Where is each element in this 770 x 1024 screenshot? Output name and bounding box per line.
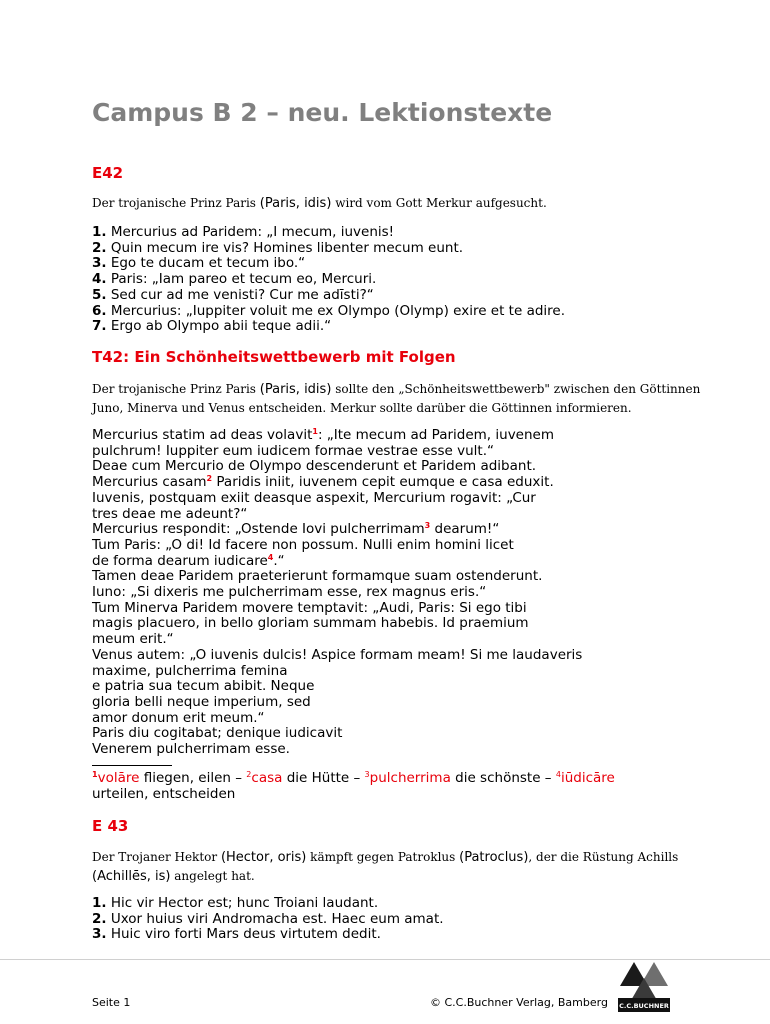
text-line: Paris diu cogitabat; denique iudicavit: [92, 725, 343, 742]
sentence-line: 4. Paris: „Iam pareo et tecum eo, Mercuri.: [92, 271, 377, 288]
text-line: Venus autem: „O iuvenis dulcis! Aspice formam meam! Si me laudaveris: [92, 646, 583, 663]
sentence-line: 1. Hic vir Hector est; hunc Troiani laudant.: [92, 895, 379, 911]
section-heading-t42: T42: Ein Schönheitswettbewerb mit Folgen: [92, 348, 456, 366]
sentence-line: 3. Ego te ducam et tecum ibo.“: [92, 255, 306, 272]
text-line: Deae cum Mercurio de Olympo descenderunt et Paridem adibant.: [92, 458, 537, 475]
page-title: Campus B 2 – neu. Lektionstexte: [92, 98, 553, 127]
sentence-line: 3. Huic viro forti Mars deus virtutem dedit.: [92, 926, 381, 943]
logo-text: C.C.BUCHNER: [619, 1002, 669, 1010]
footnote-divider: [92, 765, 172, 766]
sentence-line: 7. Ergo ab Olympo abii teque adii.“: [92, 318, 332, 335]
sentence-line: 1. Mercurius ad Paridem: „I mecum, iuvenis!: [92, 224, 395, 240]
publisher-logo-icon: [618, 960, 670, 1012]
text-line: Tamen deae Paridem praeterierunt formamque suam ostenderunt.: [92, 568, 543, 585]
text-line: Iuvenis, postquam exiit deasque aspexit, Mercurium rogavit: „Cur: [92, 489, 536, 506]
text-line: Iuno: „Si dixeris me pulcherrimam esse, rex magnus eris.“: [92, 584, 487, 601]
text-line: pulchrum! Iuppiter eum iudicem formae vestrae esse vult.“: [92, 442, 495, 459]
text-line: de forma dearum iudicare$^4$.“: [92, 552, 285, 569]
sentence-line: 2. Uxor huius viri Andromacha est. Haec eum amat.: [92, 910, 444, 927]
e43-sentences: [92, 896, 444, 943]
text-line: e patria sua tecum abibit. Neque: [92, 678, 315, 695]
section-heading-e42: E42: [92, 164, 124, 182]
footnotes: $^1$volāre fliegen, eilen – $^2$casa die Hütte – $^3$pulcherrima die schönste – $^4$iūdicāre urteilen, entscheiden: [92, 770, 615, 802]
text-line: Venerem pulcherrimam esse.: [92, 741, 290, 758]
text-line: Mercurius casam$^2$ Paridis iniit, iuvenem cepit eumque e casa eduxit.: [92, 474, 554, 491]
text-line: tres deae me adeunt?“: [92, 505, 248, 522]
page-number: Seite 1: [92, 996, 131, 1009]
text-line: amor donum erit meum.“: [92, 709, 265, 726]
text-line: Mercurius statim ad deas volavit$^1$: „Ite mecum ad Paridem, iuvenem: [92, 427, 554, 443]
text-line: Tum Paris: „O di! Id facere non possum. Nulli enim homini licet: [92, 536, 514, 553]
t42-text: [92, 428, 582, 758]
sentence-line: 5. Sed cur ad me venisti? Cur me adīsti?“: [92, 286, 374, 303]
sentence-line: 2. Quin mecum ire vis? Homines libenter mecum eunt.: [92, 239, 464, 256]
text-line: Mercurius respondit: „Ostende Iovi pulcherrimam$^3$ dearum!“: [92, 521, 500, 538]
text-line: magis placuero, in bello gloriam summam habebis. Id praemium: [92, 615, 529, 632]
text-line: Tum Minerva Paridem movere temptavit: „Audi, Paris: Si ego tibi: [92, 599, 527, 616]
text-line: meum erit.“: [92, 631, 174, 648]
sentence-line: 6. Mercurius: „Iuppiter voluit me ex Olympo (Olymp) exire et te adire.: [92, 302, 566, 319]
text-line: maxime, pulcherrima femina: [92, 662, 288, 679]
e42-intro: Der trojanische Prinz Paris (Paris, idis) wird vom Gott Merkur aufgesucht.: [92, 196, 547, 211]
t42-intro: Der trojanische Prinz Paris (Paris, idis) sollte den „Schönheitswettbewerb" zwischen den Göttinnen Juno, Minerva und Venus entscheiden. Merkur sollte darüber die Göttinnen informieren.: [92, 382, 701, 415]
e42-sentences: [92, 225, 565, 335]
text-line: gloria belli neque imperium, sed: [92, 693, 311, 710]
copyright: © C.C.Buchner Verlag, Bamberg: [430, 996, 608, 1009]
section-heading-e43: E 43: [92, 817, 129, 835]
e43-intro: Der Trojaner Hektor (Hector, oris) kämpft gegen Patroklus (Patroclus), der die Rüstung Achills (Achillēs, is) angelegt hat.: [92, 850, 679, 884]
